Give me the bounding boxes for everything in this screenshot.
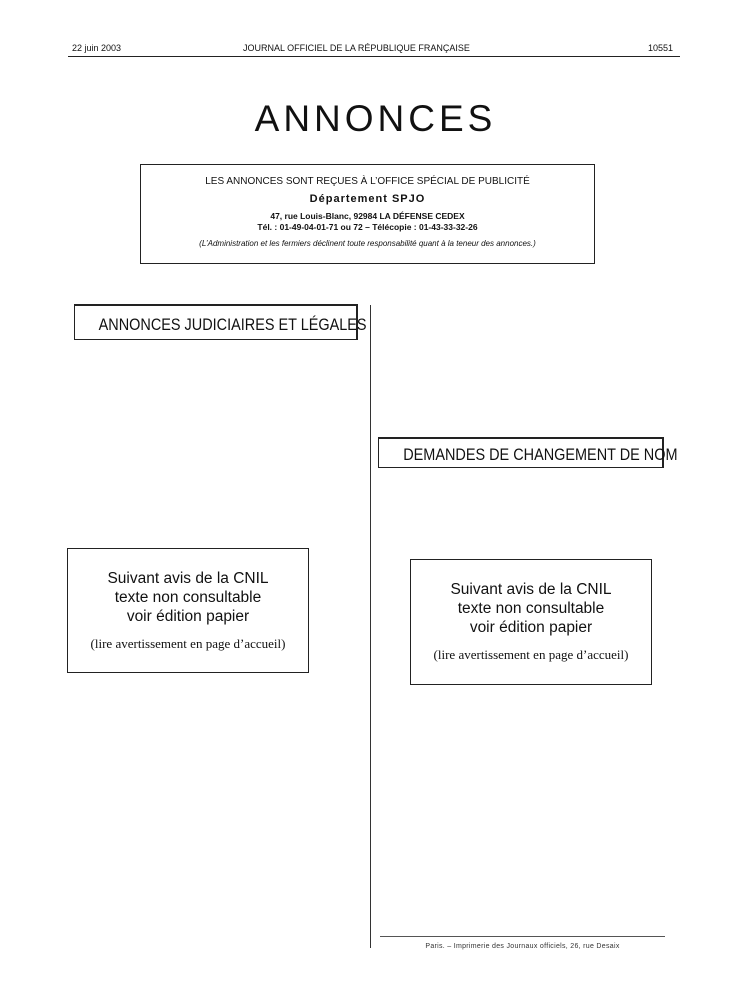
column-divider xyxy=(370,305,371,948)
cnil-line: Suivant avis de la CNIL xyxy=(450,581,612,598)
cnil-notice-left xyxy=(67,548,309,673)
section-heading-label: DEMANDES DE CHANGEMENT DE NOM xyxy=(403,445,678,464)
notice-phones: Tél. : 01-49-04-01-71 ou 72 – Télécopie : 01-43-33-32-26 xyxy=(257,222,478,232)
cnil-line: texte non consultable xyxy=(114,589,262,606)
header-date: 22 juin 2003 xyxy=(72,43,122,53)
footer-printer: Paris. – Imprimerie des Journaux officiels, 26, rue Desaix xyxy=(425,943,620,950)
header-rule xyxy=(68,56,680,57)
footer-rule xyxy=(380,936,665,937)
notice-line: LES ANNONCES SONT REÇUES À L’OFFICE SPÉCIAL DE PUBLICITÉ xyxy=(205,176,530,187)
notice-address: 47, rue Louis-Blanc, 92984 LA DÉFENSE CEDEX xyxy=(270,211,465,221)
section-heading-changement-nom xyxy=(378,437,678,468)
cnil-line: voir édition papier xyxy=(469,619,593,636)
header-page-number: 10551 xyxy=(648,43,674,53)
section-heading-judiciaires xyxy=(74,304,367,340)
cnil-line: voir édition papier xyxy=(126,608,250,625)
cnil-line: Suivant avis de la CNIL xyxy=(107,570,269,587)
notice-department: Département SPJO xyxy=(309,193,426,205)
cnil-note: (lire avertissement en page d’accueil) xyxy=(433,647,629,662)
header-journal-title: JOURNAL OFFICIEL DE LA RÉPUBLIQUE FRANÇAISE xyxy=(243,43,470,53)
page-title: ANNONCES xyxy=(254,98,497,139)
notice-box xyxy=(140,164,595,264)
notice-disclaimer: (L’Administration et les fermiers déclinent toute responsabilité quant à la teneur des annonces.) xyxy=(199,239,536,248)
cnil-notice-right xyxy=(410,559,652,685)
section-heading-label: ANNONCES JUDICIAIRES ET LÉGALES xyxy=(98,315,367,334)
cnil-line: texte non consultable xyxy=(457,600,605,617)
cnil-note: (lire avertissement en page d’accueil) xyxy=(90,636,286,651)
